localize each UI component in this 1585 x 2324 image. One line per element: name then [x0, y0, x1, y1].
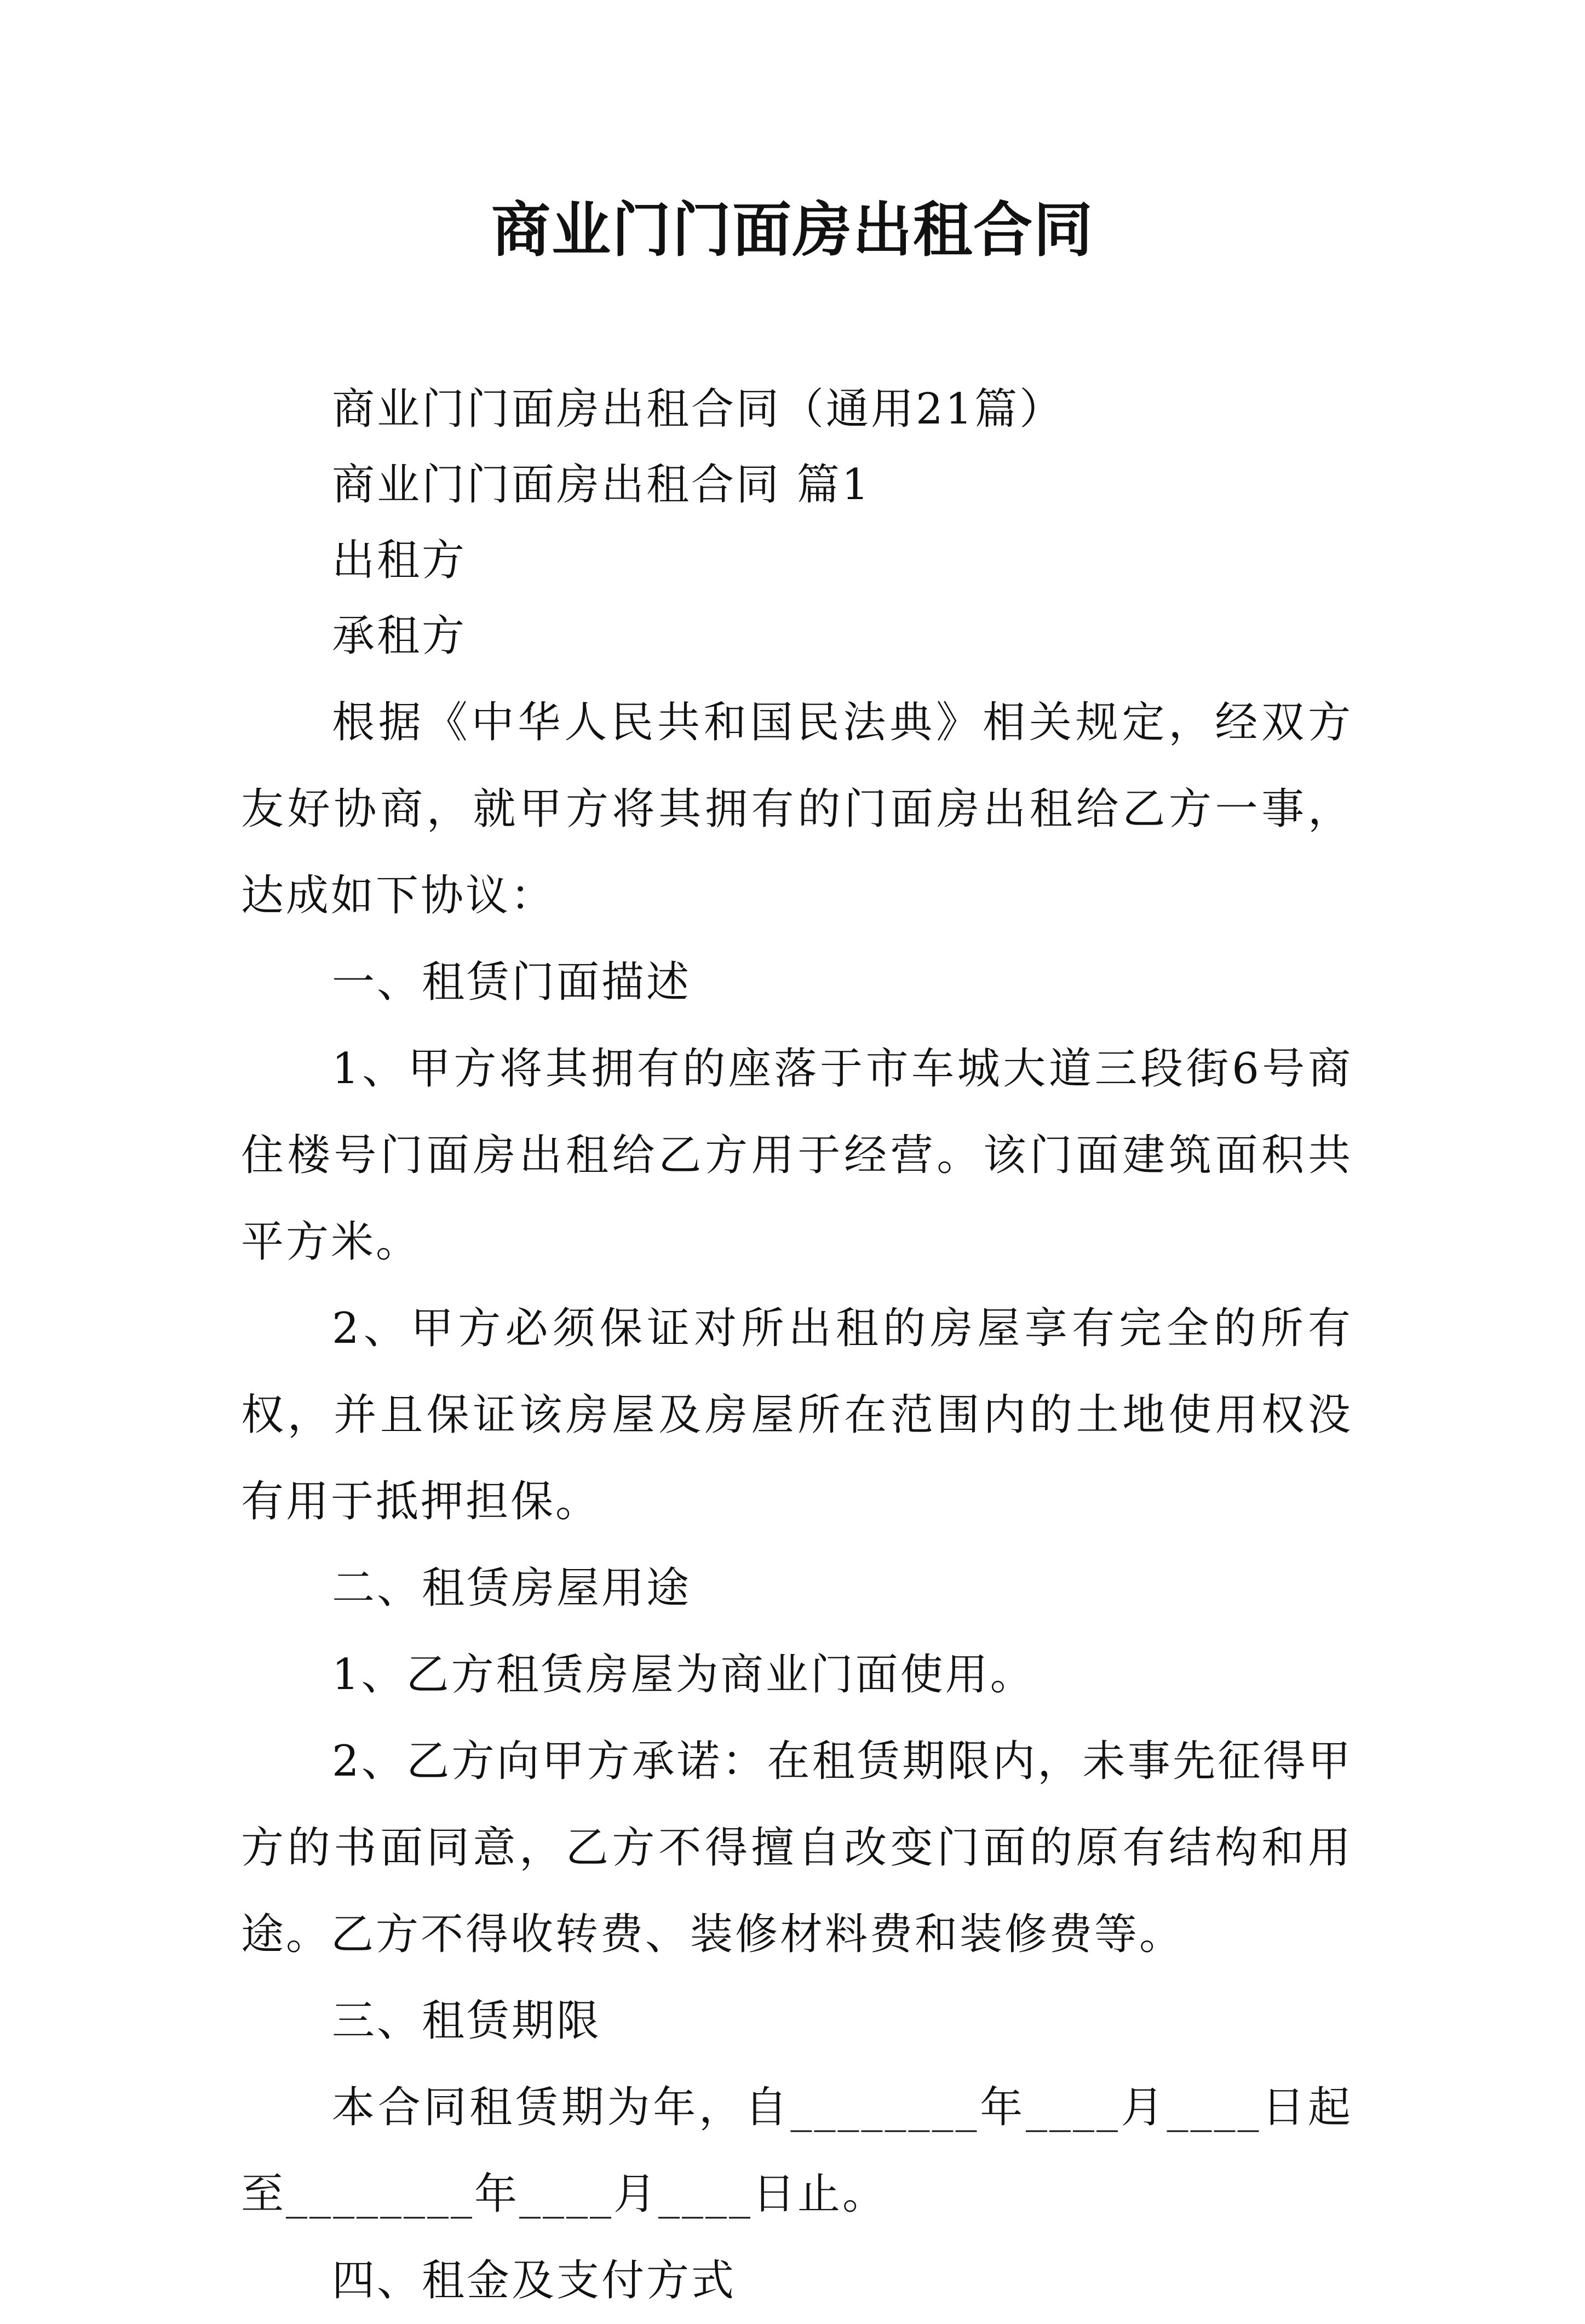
paragraph-heading-2: 二、租赁房屋用途: [332, 1564, 692, 1613]
paragraph-3-1: 本合同租赁期为年，自________年____月____日起至________年____月____日止。: [241, 2083, 1353, 2219]
paragraph-preamble: 根据《中华人民共和国民法典》相关规定，经双方友好协商，就甲方将其拥有的门面房出租给乙方一事，达成如下协议：: [241, 698, 1353, 920]
paragraph-heading-1: 一、租赁门面描述: [332, 958, 692, 1007]
paragraph-section-title: 商业门门面房出租合同 篇1: [332, 460, 871, 510]
paragraph-heading-4: 四、租金及支付方式: [332, 2256, 737, 2305]
document-title: 商业门门面房出租合同: [491, 196, 1094, 265]
paragraph-2-1: 1、乙方租赁房屋为商业门面使用。: [332, 1650, 1035, 1699]
paragraph-1-1: 1、甲方将其拥有的座落于市车城大道三段街6号商住楼号门面房出租给乙方用于经营。该门面建筑面积共平方米。: [241, 1044, 1353, 1267]
paragraph-2-2: 2、乙方向甲方承诺：在租赁期限内，未事先征得甲方的书面同意，乙方不得擅自改变门面的原有结构和用途。乙方不得收转费、装修材料费和装修费等。: [241, 1737, 1353, 1959]
paragraph-1-2: 2、甲方必须保证对所出租的房屋享有完全的所有权，并且保证该房屋及房屋所在范围内的土地使用权没有用于抵押担保。: [241, 1304, 1353, 1526]
document-body: [241, 366, 1353, 2324]
paragraph-lessor: 出租方: [332, 536, 467, 585]
paragraph-lessee: 承租方: [332, 611, 467, 661]
paragraph-heading-3: 三、租赁期限: [332, 1996, 602, 2046]
paragraph-subtitle: 商业门门面房出租合同（通用21篇）: [332, 385, 1065, 434]
